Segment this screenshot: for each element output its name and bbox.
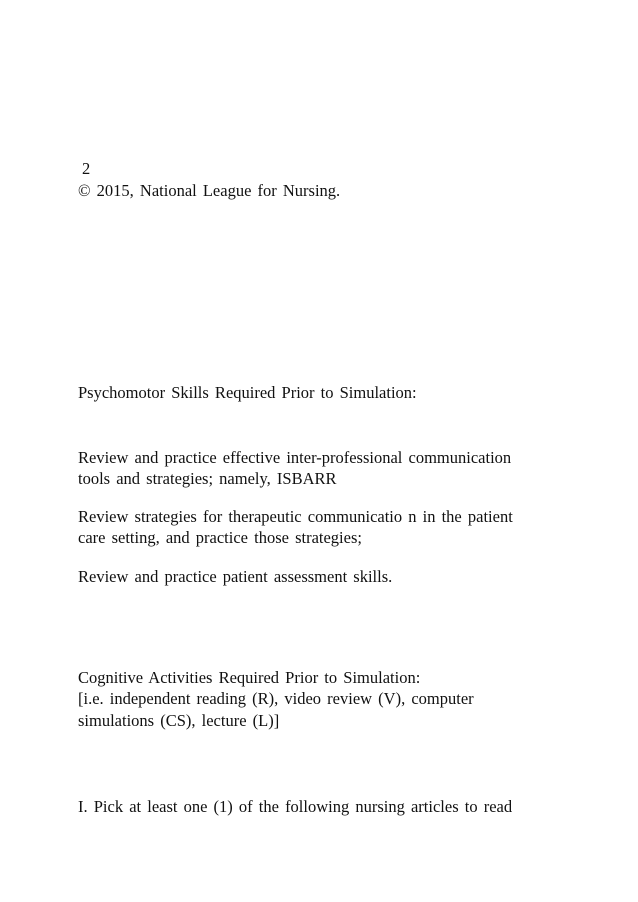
psychomotor-heading: Psychomotor Skills Required Prior to Simulation: (78, 383, 417, 402)
page-number: 2 (82, 159, 91, 178)
cognitive-subheading-line-1: [i.e. independent reading (R), video review (V), computer (78, 689, 474, 708)
psychomotor-paragraph-2-line-1: Review strategies for therapeutic communicatio n in the patient (78, 507, 513, 526)
cognitive-subheading-line-2: simulations (CS), lecture (L)] (78, 711, 280, 730)
list-item-i: I. Pick at least one (1) of the following nursing articles to read (78, 797, 513, 816)
psychomotor-paragraph-3: Review and practice patient assessment skills. (78, 567, 393, 586)
cognitive-heading: Cognitive Activities Required Prior to Simulation: (78, 668, 421, 687)
psychomotor-paragraph-1-line-2: tools and strategies; namely, ISBARR (78, 469, 337, 488)
psychomotor-paragraph-1-line-1: Review and practice effective inter-professional communication (78, 448, 512, 467)
copyright-notice: © 2015, National League for Nursing. (78, 181, 341, 200)
psychomotor-paragraph-2-line-2: care setting, and practice those strategies; (78, 528, 362, 547)
